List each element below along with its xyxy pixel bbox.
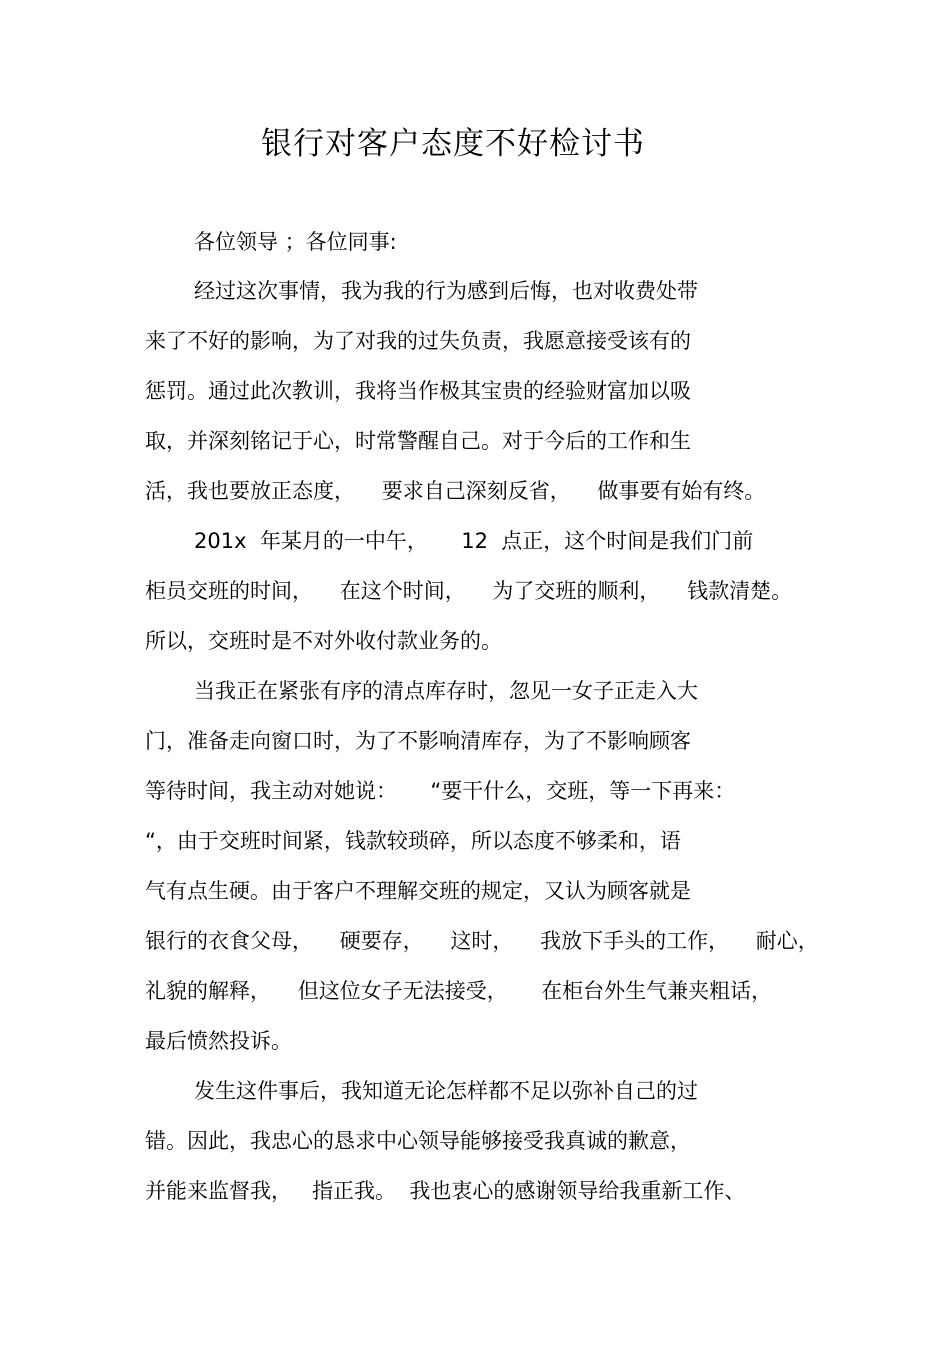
paragraph-3-line-7: 礼貌的解释， 但这位女子无法接受， 在柜台外生气兼夹粗话，: [145, 979, 773, 1003]
paragraph-4-line-1: 发生这件事后，我知道无论怎样都不足以弥补自己的过: [194, 1079, 698, 1103]
paragraph-3-line-1: 当我正在紧张有序的清点库存时，忽见一女子正走入大: [194, 679, 698, 703]
paragraph-3-line-4: “，由于交班时间紧，钱款较琐碎，所以态度不够柔和，语: [145, 829, 681, 853]
paragraph-4-line-2: 错。因此，我忠心的恳求中心领导能够接受我真诚的歉意，: [145, 1129, 691, 1153]
paragraph-4-line-3: 并能来监督我， 指正我。 我也衷心的感谢领导给我重新工作、: [145, 1179, 746, 1203]
document-title: 银行对客户态度不好检讨书: [261, 126, 645, 162]
paragraph-2-line-1: 201x 年某月的一中午， 12 点正，这个时间是我们门前: [194, 529, 754, 553]
paragraph-1-line-2: 来了不好的影响，为了对我的过失负责，我愿意接受该有的: [145, 329, 691, 353]
paragraph-2-line-3: 所以，交班时是不对外收付款业务的。: [145, 629, 502, 653]
paragraph-3-line-2: 门，准备走向窗口时，为了不影响清库存，为了不影响顾客: [145, 729, 691, 753]
salutation-line: 各位领导 ；各位同事:: [194, 230, 397, 254]
paragraph-3-line-5: 气有点生硬。由于客户不理解交班的规定，又认为顾客就是: [145, 879, 691, 903]
paragraph-1-line-3: 惩罚。通过此次教训，我将当作极其宝贵的经验财富加以吸: [145, 379, 691, 403]
paragraph-3-line-6: 银行的衣食父母， 硬要存， 这时， 我放下手头的工作， 耐心，: [145, 929, 819, 953]
paragraph-1-line-5: 活，我也要放正态度， 要求自己深刻反省， 做事要有始有终。: [145, 479, 766, 503]
paragraph-1-line-4: 取，并深刻铭记于心，时常警醒自己。对于今后的工作和生: [145, 429, 691, 453]
paragraph-1-line-1: 经过这次事情，我为我的行为感到后悔，也对收费处带: [194, 279, 698, 303]
paragraph-2-line-2: 柜员交班的时间， 在这个时间， 为了交班的顺利， 钱款清楚。: [145, 579, 793, 603]
paragraph-3-line-3: 等待时间，我主动对她说： “要干什么，交班，等一下再来：: [145, 779, 736, 803]
paragraph-3-line-8: 最后愤然投诉。: [145, 1029, 292, 1053]
